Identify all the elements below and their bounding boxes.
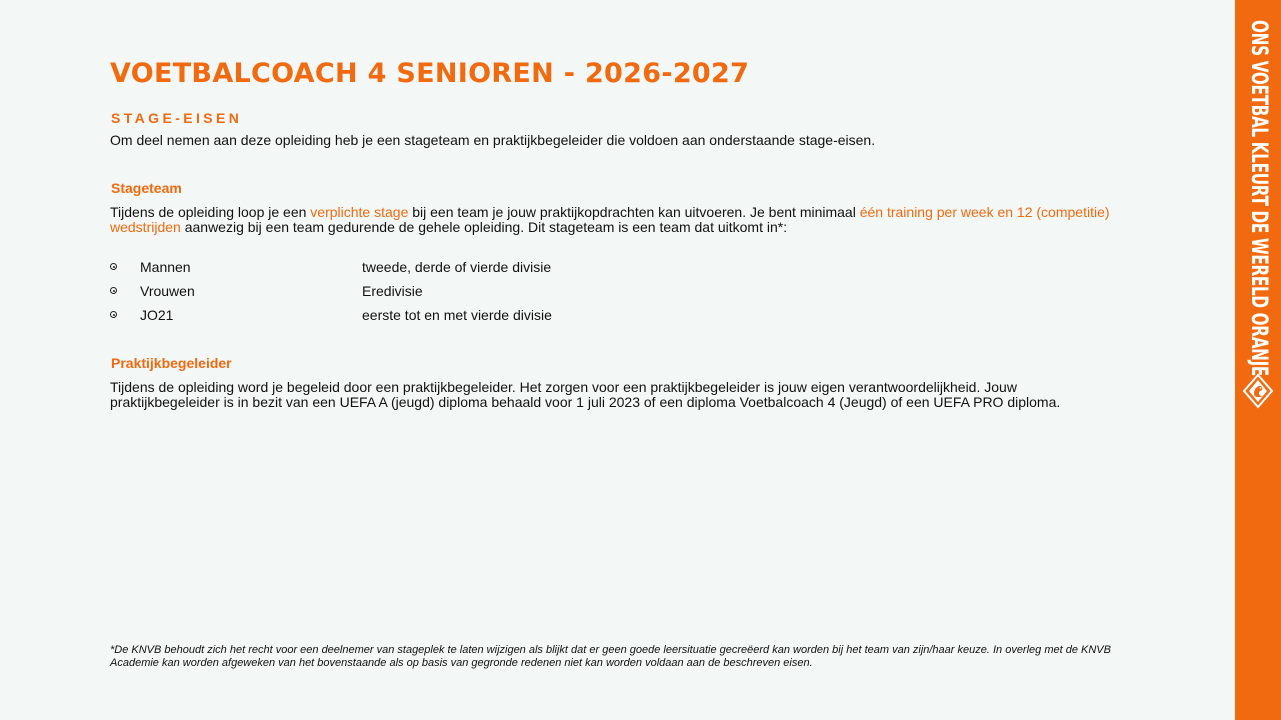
stageteam-text-2: bij een team je jouw praktijkopdrachten kan uitvoeren. Je bent minimaal: [408, 204, 860, 220]
team-name: Vrouwen: [140, 283, 195, 299]
bullet-icon: [110, 311, 117, 318]
team-level: Eredivisie: [362, 283, 423, 299]
stageteam-highlight-2: één training per week en 12 (competitie) wedstrijden: [110, 204, 1110, 235]
stageteam-heading: Stageteam: [111, 180, 182, 196]
stageteam-text-1: Tijdens de opleiding loop je een: [110, 204, 311, 220]
footnote: *De KNVB behoudt zich het recht voor een deelnemer van stageplek te laten wijzigen als blijkt dat er geen goede leersituatie gecreëerd kan worden bij het team van zijn/haar keuze. In overleg met de KNVB Academie kan worden afgeweken van het bovenstaande als op basis van gegronde redenen niet kan worden voldaan aan de beschreven eisen.: [110, 644, 1111, 669]
page-title: VOETBALCOACH 4 SENIOREN - 2026-2027: [110, 58, 750, 89]
bullet-icon: [110, 287, 117, 294]
praktijkbegeleider-paragraph: Tijdens de opleiding word je begeleid door een praktijkbegeleider. Het zorgen voor een praktijkbegeleider is jouw eigen verantwoordelijkheid. Jouw praktijkbegeleider is in bezit van een UEFA A (jeugd) diploma behaald voor 1 juli 2023 of een diploma Voetbalcoach 4 (Jeugd) of een UEFA PRO diploma.: [110, 379, 1061, 410]
knvb-lion-logo-icon: [1242, 373, 1274, 409]
praktijkbegeleider-heading: Praktijkbegeleider: [111, 355, 232, 371]
stageteam-highlight-1: verplichte stage: [310, 204, 409, 220]
bullet-icon: [110, 263, 117, 270]
stageteam-text-3: aanwezig bij een team gedurende de gehele opleiding. Dit stageteam is een team dat uitkomt in*:: [180, 219, 788, 235]
team-name: Mannen: [140, 259, 191, 275]
side-banner: [1235, 0, 1281, 720]
team-level: tweede, derde of vierde divisie: [362, 259, 552, 275]
side-slogan: [1243, 20, 1273, 376]
team-level: eerste tot en met vierde divisie: [362, 307, 552, 323]
intro-text: Om deel nemen aan deze opleiding heb je een stageteam en praktijkbegeleider die voldoen aan onderstaande stage-eisen.: [110, 132, 876, 148]
side-slogan-text: ONS VOETBAL KLEURT DE WERELD ORANJE: [1246, 20, 1271, 377]
team-name: JO21: [140, 307, 174, 323]
stageteam-paragraph: [110, 205, 1120, 235]
section-subtitle: STAGE-EISEN: [111, 110, 243, 126]
